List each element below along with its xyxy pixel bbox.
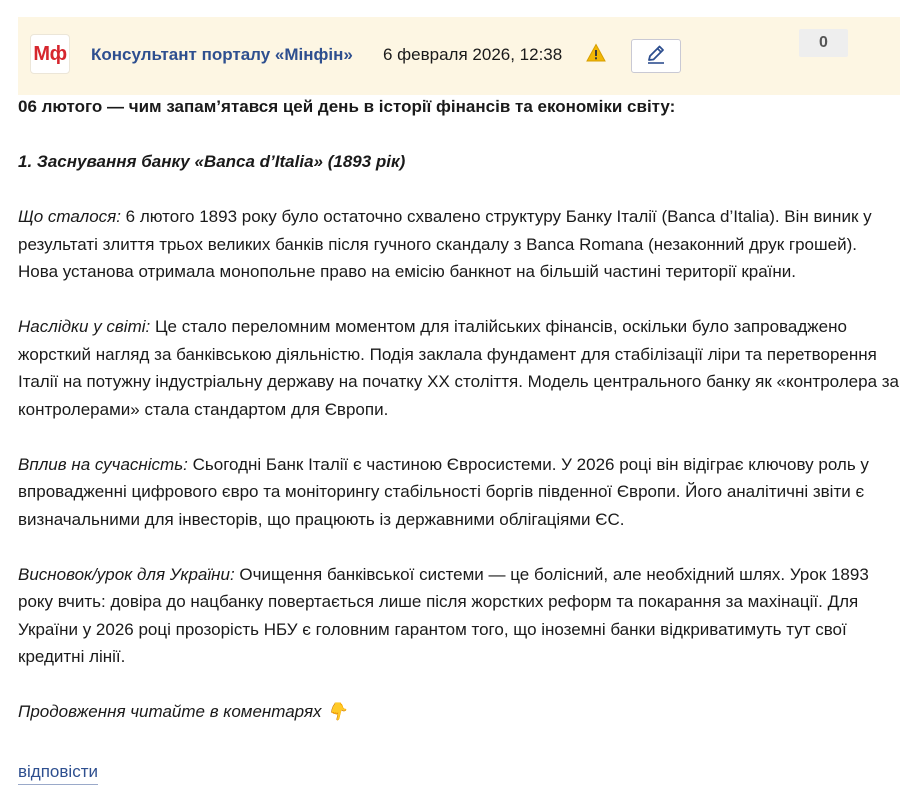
comment-date: 6 февраля 2026, 12:38 bbox=[383, 45, 563, 64]
vote-count[interactable]: 0 bbox=[799, 29, 848, 57]
paragraph-text: 6 лютого 1893 року було остаточно схвалено структуру Банку Італії (Banca d’Italia). Він виник у результаті злиття трьох великих банків після гучного скандалу з Banca Romana (незаконний друк грошей). Нова установа отримала монопольне право на емісію банкнот на більшій частині території країни. bbox=[18, 207, 872, 281]
comment-body bbox=[18, 93, 900, 726]
section-heading: 1. Заснування банку «Banca d’Italia» (1893 рік) bbox=[18, 152, 406, 171]
paragraph-text: Сьогодні Банк Італії є частиною Євросистеми. У 2026 році він відіграє ключову роль у впровадженні цифрового євро та моніторингу стабільності боргів південної Європи. Його аналітичні звіти є визначальними для інвесторів, що працюють із державними облігаціями ЄС. bbox=[18, 454, 869, 529]
continuation-note: Продовження читайте в коментарях 👇 bbox=[18, 702, 348, 721]
edit-button[interactable] bbox=[631, 39, 681, 73]
minfin-logo: Мф bbox=[30, 34, 70, 74]
pencil-icon bbox=[645, 43, 667, 70]
post-title: 06 лютого — чим запам’ятався цей день в історії фінансів та економіки світу: bbox=[18, 97, 676, 116]
paragraph-text: Очищення банківської системи — це болісний, але необхідний шлях. Урок 1893 року вчить: довіра до нацбанку повертається лише після жорстких реформ та покарання за махінації. Для України у 2026 році прозорість НБУ є головним гарантом того, що іноземні банки відкриватимуть тут свої кредитні лінії. bbox=[18, 564, 869, 666]
paragraph-lead: Наслідки у світі: bbox=[18, 317, 151, 336]
author-name-link[interactable]: Консультант порталу «Мінфін» bbox=[91, 45, 353, 64]
paragraph-lead: Висновок/урок для України: bbox=[18, 564, 235, 584]
paragraph-lead: Що сталося: bbox=[18, 207, 121, 226]
paragraph-lesson-ukraine bbox=[18, 561, 900, 671]
paragraph-text: Це стало переломним моментом для італійських фінансів, оскільки було запроваджено жорсткий нагляд за банківською діяльністю. Подія заклала фундамент для стабілізації ліри та перетворення Італії на потужну індустріальну державу на початку XX століття. Модель центрального банку як «контролера за контролерами» стала стандартом для Європи. bbox=[18, 317, 899, 419]
paragraph-lead: Вплив на сучасність: bbox=[18, 454, 188, 474]
paragraph-what-happened bbox=[18, 203, 900, 286]
comment-header bbox=[18, 17, 900, 95]
paragraph-modern-impact bbox=[18, 451, 900, 534]
warning-icon[interactable] bbox=[586, 43, 606, 63]
paragraph-world-consequences bbox=[18, 313, 900, 423]
reply-link[interactable]: відповісти bbox=[18, 760, 98, 785]
